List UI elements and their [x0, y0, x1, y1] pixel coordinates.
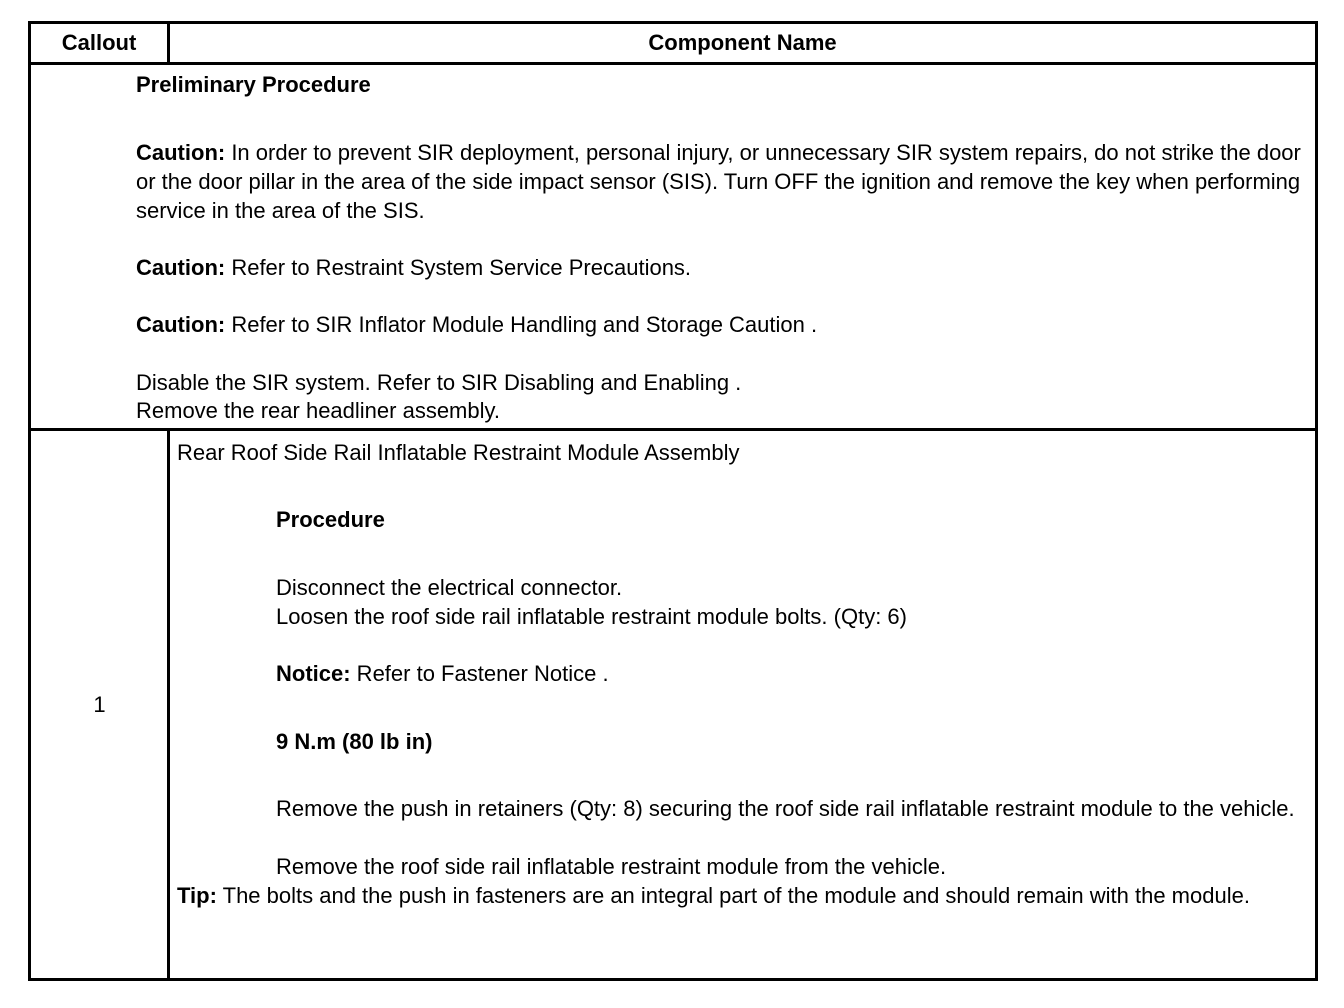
caution-text: Refer to SIR Inflator Module Handling and Storage Caution . [225, 312, 818, 337]
procedure-step-disconnect: Disconnect the electrical connector. [276, 575, 623, 600]
caution-text: Refer to Restraint System Service Precautions. [225, 255, 692, 280]
row-divider [28, 428, 1318, 431]
callout-number: 1 [93, 692, 106, 717]
caution-inflator-handling [136, 310, 817, 339]
caution-text: In order to prevent SIR deployment, personal injury, or unnecessary SIR system repairs, do not strike the door or the door pillar in the area of the side impact sensor (SIS). Turn OFF the ignition and remove the key when performing service in the area of the SIS. [136, 140, 1301, 223]
callout-header: Callout [61, 30, 137, 55]
header-divider [28, 62, 1318, 65]
caution-label: Caution: [136, 255, 226, 280]
procedure-step-remove-retainers: Remove the push in retainers (Qty: 8) securing the roof side rail inflatable restraint module to the vehicle. [276, 796, 1295, 821]
torque-spec: 9 N.m (80 lb in) [276, 729, 433, 754]
component-name: Rear Roof Side Rail Inflatable Restraint Module Assembly [177, 440, 740, 465]
procedure-step-remove-module: Remove the roof side rail inflatable restraint module from the vehicle. [276, 854, 947, 879]
preliminary-step-remove-headliner: Remove the rear headliner assembly. [136, 398, 500, 423]
notice-text: Refer to Fastener Notice . [350, 661, 609, 686]
preliminary-title: Preliminary Procedure [136, 72, 371, 97]
caution-label: Caution: [136, 140, 226, 165]
tip-label: Tip: [177, 883, 217, 908]
component-name-header: Component Name [648, 30, 837, 55]
caution-restraint-precautions [136, 253, 691, 282]
notice-label: Notice: [276, 661, 351, 686]
preliminary-step-disable-sir: Disable the SIR system. Refer to SIR Disabling and Enabling . [136, 370, 742, 395]
fastener-notice [276, 659, 609, 688]
caution-sir-deployment [136, 138, 1306, 225]
caution-label: Caution: [136, 312, 226, 337]
procedure-title: Procedure [276, 507, 385, 532]
tip-text: The bolts and the push in fasteners are an integral part of the module and should remain with the module. [216, 883, 1250, 908]
tip-note [177, 881, 1309, 910]
procedure-step-loosen-bolts: Loosen the roof side rail inflatable restraint module bolts. (Qty: 6) [276, 604, 907, 629]
